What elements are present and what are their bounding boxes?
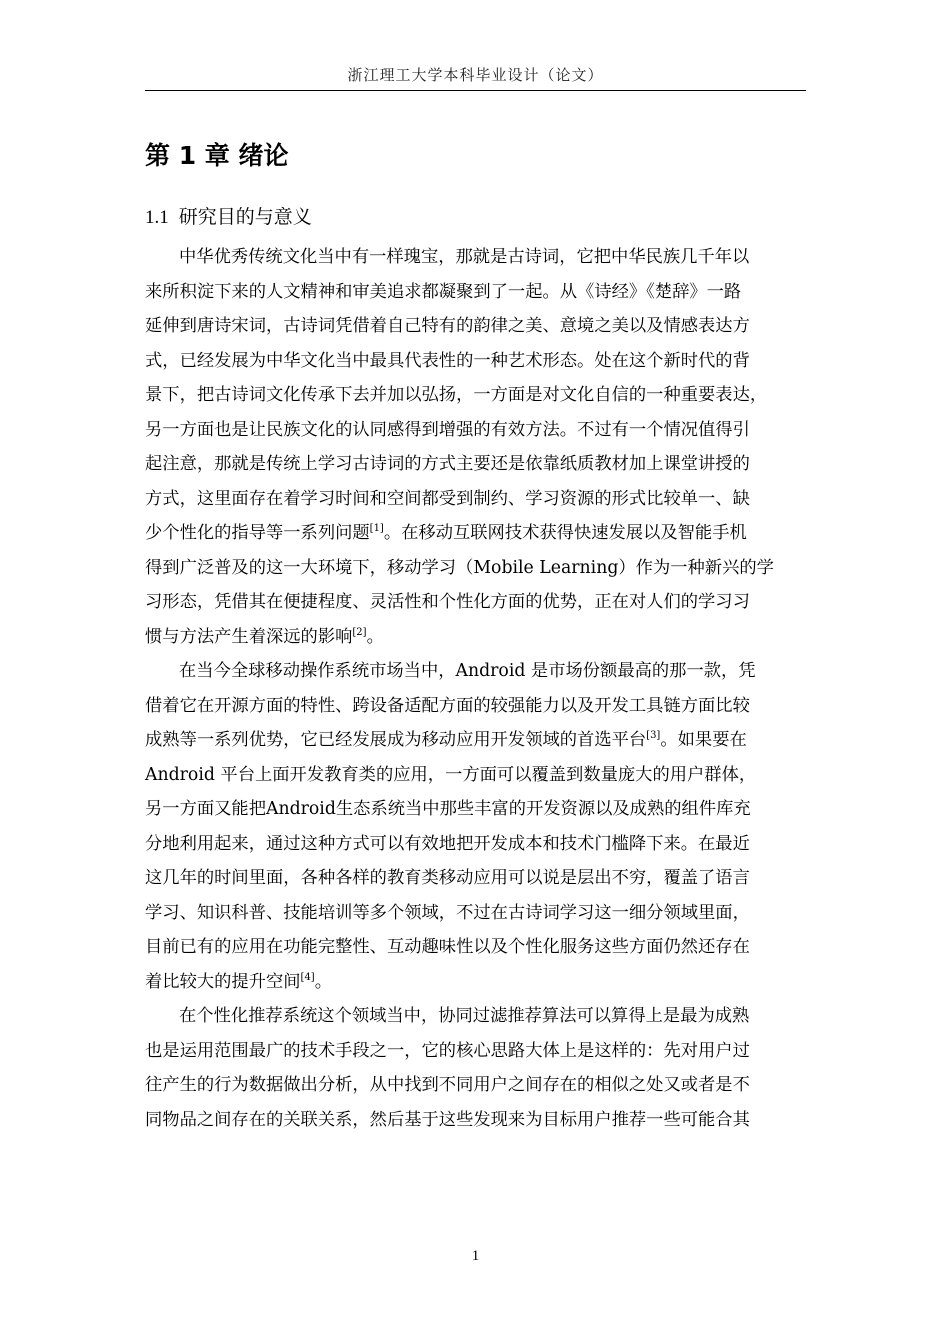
citation-marker[interactable]: [3] — [646, 730, 661, 742]
text-line: 往产生的行为数据做出分析，从中找到不同用户之间存在的相似之处又或者是不 — [145, 1075, 750, 1095]
section-title — [145, 202, 312, 229]
text-line: 另一方面又能把Android生态系统当中那些丰富的开发资源以及成熟的组件库充 — [145, 799, 751, 819]
text-line: 得到广泛普及的这一大环境下，移动学习（Mobile Learning）作为一种新兴的学 — [145, 557, 774, 578]
text-line: 也是运用范围最广的技术手段之一，它的核心思路大体上是这样的：先对用户过 — [145, 1040, 750, 1061]
section-number: 1.1 — [145, 207, 169, 228]
text-run: 。如果要在 — [660, 730, 747, 750]
text-line: 中华优秀传统文化当中有一样瑰宝，那就是古诗词，它把中华民族几千年以 — [179, 247, 750, 267]
citation-marker[interactable]: [2] — [352, 626, 367, 638]
citation-marker[interactable]: [1] — [369, 523, 384, 535]
text-run: 少个性化的指导等一系列问题 — [145, 523, 370, 543]
text-line — [145, 723, 806, 758]
text-line: 习形态，凭借其在便捷程度、灵活性和个性化方面的优势，正在对人们的学习习 — [145, 592, 750, 612]
text-line: 来所积淀下来的人文精神和审美追求都凝聚到了一起。从《诗经》《楚辞》一路 — [145, 281, 742, 302]
text-run: 。在移动互联网技术获得快速发展以及智能手机 — [383, 523, 747, 543]
chapter-title: 第 1 章 绪论 — [145, 141, 289, 170]
text-line — [145, 516, 806, 551]
text-line: 在当今全球移动操作系统市场当中，Android 是市场份额最高的那一款，凭 — [179, 661, 756, 681]
paragraph-1 — [145, 240, 806, 654]
section-heading-text: 研究目的与意义 — [178, 206, 312, 228]
text-run: 成熟等一系列优势，它已经发展成为移动应用开发领域的首选平台 — [145, 730, 647, 750]
text-line: 方式，这里面存在着学习时间和空间都受到制约、学习资源的形式比较单一、缺 — [145, 488, 750, 509]
text-line: 景下，把古诗词文化传承下去并加以弘扬，一方面是对文化自信的一种重要表达， — [145, 385, 768, 405]
text-line: 在个性化推荐系统这个领域当中，协同过滤推荐算法可以算得上是最为成熟 — [179, 1006, 750, 1026]
text-run: 。 — [366, 626, 384, 647]
text-run: 着比较大的提升空间 — [145, 971, 301, 992]
text-line: 这几年的时间里面，各种各样的教育类移动应用可以说是层出不穷，覆盖了语言 — [145, 868, 750, 888]
text-line: 另一方面也是让民族文化的认同感得到增强的有效方法。不过有一个情况值得引 — [145, 419, 750, 440]
text-line: 式，已经发展为中华文化当中最具代表性的一种艺术形态。处在这个新时代的背 — [145, 350, 750, 371]
text-line: 延伸到唐诗宋词，古诗词凭借着自己特有的韵律之美、意境之美以及情感表达方 — [145, 316, 750, 336]
text-line: 学习、知识科普、技能培训等多个领域，不过在古诗词学习这一细分领域里面， — [145, 902, 750, 923]
header-rule — [145, 90, 806, 91]
body-text — [145, 240, 806, 1137]
paragraph-3 — [145, 999, 806, 1137]
text-line: 分地利用起来，通过这种方式可以有效地把开发成本和技术门槛降下来。在最近 — [145, 833, 750, 854]
text-line: Android 平台上面开发教育类的应用，一方面可以覆盖到数量庞大的用户群体， — [145, 764, 757, 785]
text-line — [145, 620, 806, 655]
text-line: 目前已有的应用在功能完整性、互动趣味性以及个性化服务这些方面仍然还存在 — [145, 937, 750, 957]
citation-marker[interactable]: [4] — [300, 971, 315, 983]
text-line: 借着它在开源方面的特性、跨设备适配方面的较强能力以及开发工具链方面比较 — [145, 695, 750, 716]
running-header: 浙江理工大学本科毕业设计（论文） — [347, 66, 604, 84]
page-number: 1 — [471, 1248, 480, 1264]
text-line — [145, 965, 806, 1000]
text-run: 惯与方法产生着深远的影响 — [145, 626, 353, 647]
text-run: 。 — [314, 971, 333, 992]
paragraph-2 — [145, 654, 806, 999]
text-line: 同物品之间存在的关联关系，然后基于这些发现来为目标用户推荐一些可能合其 — [145, 1109, 750, 1130]
text-line: 起注意，那就是传统上学习古诗词的方式主要还是依靠纸质教材加上课堂讲授的 — [145, 454, 750, 474]
